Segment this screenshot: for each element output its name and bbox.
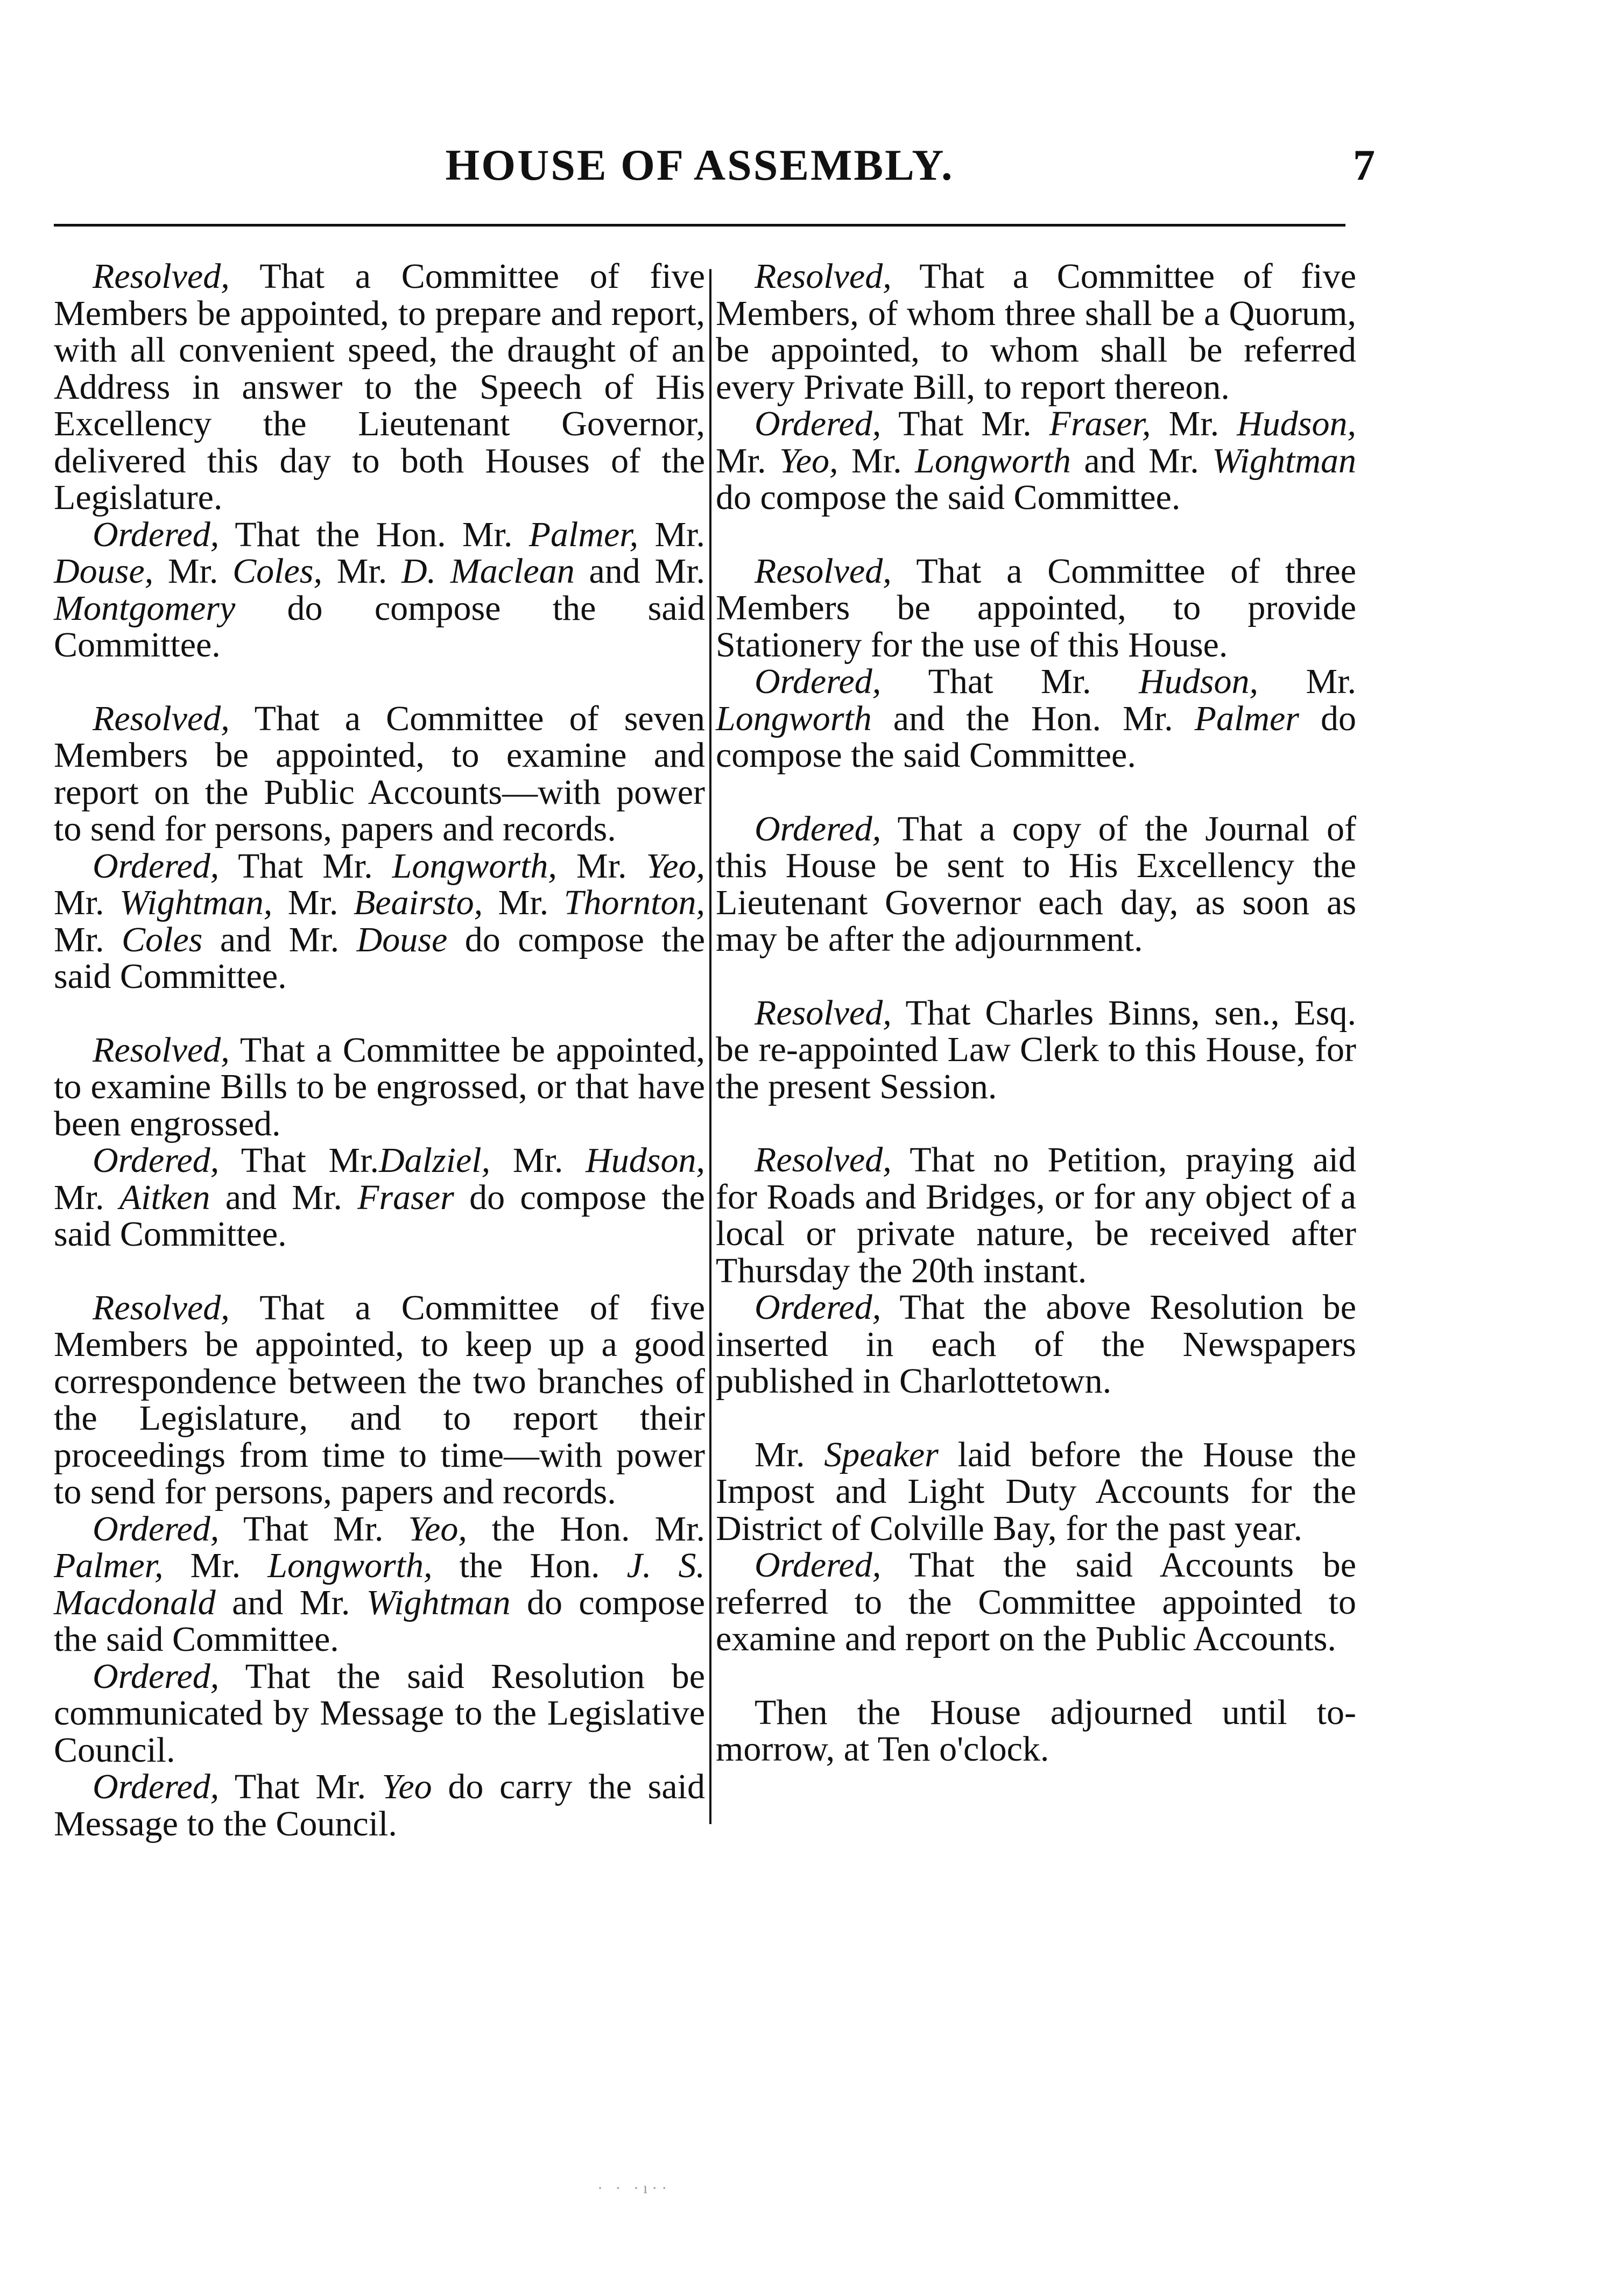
- italic-name: Beairsto,: [353, 883, 483, 922]
- italic-name: Yeo,: [779, 441, 838, 481]
- paragraph: [54, 258, 705, 517]
- paragraph-lead: Ordered,: [93, 846, 220, 886]
- paragraph-lead: Ordered,: [93, 1656, 220, 1696]
- left-column: [54, 258, 705, 1842]
- italic-name: Montgomery: [54, 588, 236, 628]
- paragraph-lead: Ordered,: [755, 404, 882, 443]
- paragraph-lead: Resolved,: [93, 257, 230, 296]
- paragraph-text: Mr.: [838, 441, 915, 481]
- paragraph: [54, 1658, 705, 1769]
- paragraph: [716, 406, 1356, 517]
- paragraph-lead: Resolved,: [755, 993, 892, 1033]
- paragraph-lead: Ordered,: [93, 1509, 220, 1549]
- paragraph-text: do compose the said Committee.: [54, 920, 705, 996]
- paragraph-text: That Mr.: [219, 1509, 408, 1549]
- italic-name: Hudson,: [586, 1141, 705, 1180]
- italic-name: Longworth,: [267, 1546, 433, 1585]
- paragraph-text: and Mr.: [215, 1583, 366, 1622]
- paragraph: [716, 1694, 1356, 1768]
- paragraph-text: do compose the said Committee.: [716, 478, 1181, 517]
- paragraph-text: Mr.: [163, 1546, 268, 1585]
- column-divider: [709, 269, 711, 1824]
- italic-name: Douse,: [54, 552, 154, 591]
- paragraph: [54, 698, 705, 849]
- paragraph-text: do carry the said Message to the Council.: [54, 1767, 705, 1843]
- page-header: [54, 140, 1375, 199]
- italic-name: Douse: [356, 920, 448, 959]
- paragraph-text: That the above Resolution be inserted in each of the Newspapers published in Charlottetown.: [716, 1288, 1356, 1401]
- italic-name: D. Maclean: [401, 552, 575, 591]
- paragraph-text: Mr.: [54, 883, 120, 922]
- paragraph: [54, 848, 705, 995]
- paragraph-lead: Ordered,: [93, 1141, 220, 1180]
- paragraph-lead: Ordered,: [755, 662, 882, 701]
- italic-name: Longworth,: [392, 846, 557, 886]
- paragraph-lead: Resolved,: [93, 1288, 230, 1327]
- italic-name: Dalziel,: [378, 1141, 491, 1180]
- italic-name: Hudson,: [1139, 662, 1258, 701]
- paragraph-text: That a Committee of three Members be appointed, to provide Stationery for the use of this House.: [716, 551, 1356, 665]
- paragraph-text: That a Committee be appointed, to examine Bills to be engrossed, or that have been engrossed.: [54, 1030, 705, 1143]
- paragraph-text: and the Hon. Mr.: [871, 698, 1195, 738]
- paragraph-text: do compose the said Committee.: [54, 1177, 705, 1254]
- paragraph-text: do compose the said Committee.: [716, 698, 1357, 775]
- paragraph-lead: Resolved,: [755, 551, 892, 591]
- paragraph-text: That a Committee of seven Members be appointed, to examine and report on the Public Accounts—with power to send for persons, papers and records.: [54, 698, 705, 849]
- paragraph-text: That a Committee of five Members be appointed, to prepare and report, with all convenient speed, the draught of an Address in answer to the Speech of His Excellency the Lieutenant Governor, delivered this day to both Houses of the Legislature.: [54, 257, 705, 517]
- paragraph-text: the Hon.: [432, 1546, 627, 1585]
- paragraph: [54, 1769, 705, 1842]
- paragraph-text: That the said Resolution be communicated by Message to the Legislative Council.: [54, 1656, 705, 1770]
- paragraph: [716, 1437, 1356, 1548]
- paragraph: [54, 1142, 705, 1253]
- italic-name: Yeo,: [646, 846, 705, 886]
- paragraph-text: Mr.: [483, 883, 564, 922]
- page-number: 7: [1353, 140, 1375, 189]
- paragraph-text: That Mr.: [881, 662, 1139, 701]
- page-specks: · · ·ı··: [597, 2179, 672, 2197]
- paragraph-text: That no Petition, praying aid for Roads and Bridges, or for any object of a local or private nature, be received after Thursday the 20th instant.: [716, 1140, 1356, 1290]
- paragraph: [716, 811, 1356, 958]
- paragraph-text: do compose the said Committee.: [54, 588, 705, 665]
- italic-name: Yeo: [382, 1767, 432, 1806]
- paragraph: [716, 1142, 1356, 1289]
- paragraph-text: laid before the House the Impost and Light Duty Accounts for the District of Colville Bay, for the past year.: [716, 1435, 1356, 1548]
- italic-name: Fraser: [357, 1177, 454, 1217]
- paragraph-text: and Mr.: [574, 552, 705, 591]
- right-column: [716, 258, 1356, 1768]
- paragraph-text: and Mr.: [1070, 441, 1213, 481]
- italic-name: Wightman: [1212, 441, 1356, 481]
- italic-name: Palmer,: [54, 1546, 164, 1585]
- paragraph-text: Mr.: [54, 1177, 119, 1217]
- paragraph-text: That a Committee of five Members be appointed, to keep up a good correspondence between the two branches of the Legislature, and to report their proceedings from time to time—with power to send for persons, papers and records.: [54, 1288, 705, 1511]
- paragraph-text: Mr.: [490, 1141, 586, 1180]
- paragraph-text: Mr.: [716, 441, 780, 481]
- italic-name: Palmer,: [528, 514, 639, 554]
- paragraph-lead: Resolved,: [755, 1140, 892, 1179]
- paragraph: [716, 1547, 1356, 1658]
- header-rule: [54, 224, 1345, 227]
- paragraph-text: That the said Accounts be referred to the Committee appointed to examine and report on the Public Accounts.: [716, 1545, 1356, 1658]
- paragraph-text: That Mr.: [219, 1141, 379, 1180]
- italic-name: Wightman: [366, 1583, 511, 1622]
- italic-name: J. S. Macdonald: [54, 1546, 706, 1622]
- paragraph: [54, 1511, 705, 1658]
- paragraph-text: do compose the said Committee.: [54, 1583, 705, 1659]
- paragraph: [54, 1290, 705, 1511]
- italic-name: Hudson,: [1237, 404, 1356, 443]
- italic-name: Aitken: [119, 1177, 210, 1217]
- paragraph-text: That the Hon. Mr.: [219, 514, 529, 554]
- paragraph-text: That a Committee of five Members, of whom three shall be a Quorum, be appointed, to whom shall be referred every Private Bill, to report thereon.: [716, 257, 1356, 407]
- paragraph-text: Mr.: [755, 1435, 824, 1474]
- paragraph-text: Mr.: [1151, 404, 1237, 443]
- paragraph-text: Mr.: [322, 552, 401, 591]
- italic-name: Yeo,: [408, 1509, 467, 1549]
- paragraph-text: Mr.: [153, 552, 233, 591]
- paragraph: [716, 553, 1356, 664]
- italic-name: Palmer: [1194, 698, 1299, 738]
- paragraph: [54, 514, 705, 665]
- paragraph-text: Mr.: [556, 846, 646, 886]
- italic-name: Thornton,: [563, 883, 705, 922]
- italic-name: Fraser,: [1049, 404, 1151, 443]
- paragraph: [716, 663, 1356, 774]
- paragraph: [54, 1032, 705, 1143]
- paragraph-lead: Resolved,: [755, 257, 892, 296]
- paragraph-text: Mr.: [638, 514, 705, 554]
- page-title: HOUSE OF ASSEMBLY.: [445, 140, 954, 189]
- italic-name: Longworth: [915, 441, 1071, 481]
- italic-name: Speaker: [824, 1435, 939, 1474]
- paragraph-text: Then the House adjourned until to-morrow, at Ten o'clock.: [716, 1692, 1356, 1769]
- paragraph: [716, 1289, 1356, 1400]
- paragraph-text: and Mr.: [202, 920, 357, 959]
- paragraph-text: That Mr.: [881, 404, 1049, 443]
- italic-name: Coles,: [232, 552, 322, 591]
- paragraph-text: the Hon. Mr.: [467, 1509, 705, 1549]
- paragraph-lead: Resolved,: [93, 1030, 230, 1070]
- paragraph-lead: Ordered,: [93, 514, 220, 554]
- paragraph-text: Mr.: [1258, 662, 1356, 701]
- paragraph-text: That Mr.: [219, 846, 392, 886]
- italic-name: Wightman,: [119, 883, 273, 922]
- paragraph-text: Mr.: [54, 920, 122, 959]
- paragraph-lead: Ordered,: [755, 1545, 882, 1585]
- paragraph-text: That Charles Binns, sen., Esq. be re-appointed Law Clerk to this House, for the present Session.: [716, 993, 1356, 1106]
- paragraph-lead: Resolved,: [93, 698, 230, 738]
- italic-name: Coles: [122, 920, 203, 959]
- paragraph-text: Mr.: [272, 883, 354, 922]
- paragraph: [716, 995, 1356, 1106]
- paragraph: [716, 258, 1356, 406]
- paragraph-lead: Ordered,: [93, 1767, 220, 1806]
- paragraph-lead: Ordered,: [755, 809, 882, 849]
- paragraph-lead: Ordered,: [755, 1288, 882, 1327]
- paragraph-text: That a copy of the Journal of this House be sent to His Excellency the Lieutenant Governor each day, as soon as may be after the adjournment.: [716, 809, 1356, 959]
- paragraph-text: and Mr.: [210, 1177, 358, 1217]
- italic-name: Longworth: [716, 698, 872, 738]
- paragraph-text: That Mr.: [219, 1767, 382, 1806]
